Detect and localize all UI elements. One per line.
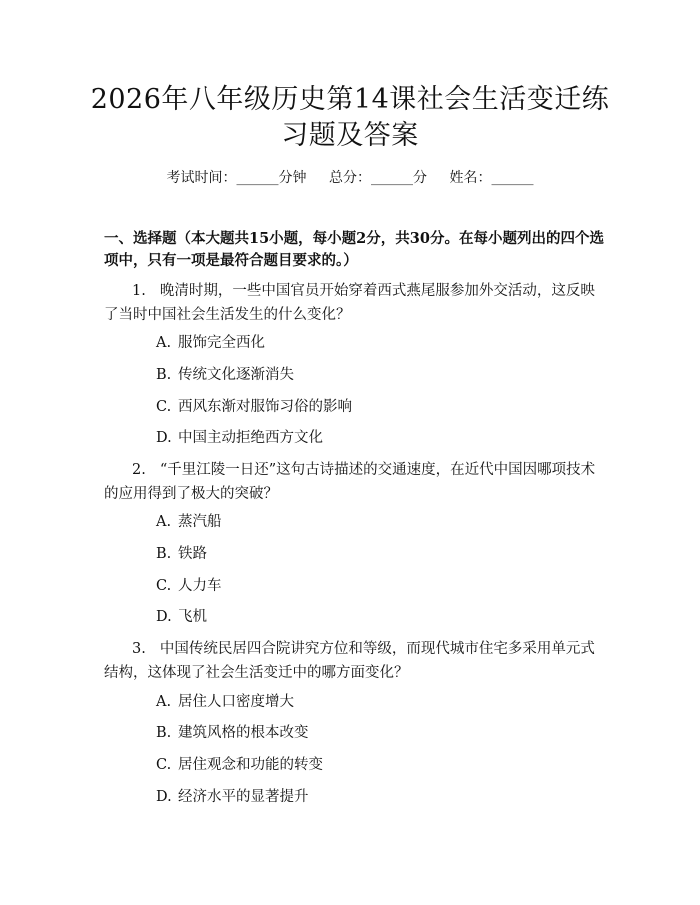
option-text: 人力车: [178, 578, 222, 594]
question-number: 2.: [132, 462, 146, 478]
document-title: 2026年八年级历史第14课社会生活变迁练习题及答案: [90, 84, 610, 151]
option-text: 飞机: [178, 609, 207, 625]
question-1: [104, 279, 604, 327]
question-2-option-a: [156, 512, 596, 532]
question-2-option-b: [156, 544, 596, 564]
question-3: [104, 637, 604, 685]
option-letter: C.: [156, 578, 172, 594]
option-letter: B.: [156, 546, 172, 562]
option-letter: C.: [156, 757, 172, 773]
option-text: 铁路: [178, 546, 207, 562]
option-text: 建筑风格的根本改变: [178, 725, 309, 741]
question-text: “千里江陵一日还”这句古诗描述的交通速度，在近代中国因哪项技术的应用得到了极大的突破？: [104, 462, 596, 502]
section-heading: 一、选择题（本大题共15小题，每小题2分，共30分。在每小题列出的四个选项中，只有一项是最符合题目要求的。）: [104, 230, 604, 269]
question-text: 晚清时期，一些中国官员开始穿着西式燕尾服参加外交活动，这反映了当时中国社会生活发生的什么变化？: [104, 283, 595, 323]
question-2-option-c: [156, 576, 596, 596]
option-letter: C.: [156, 399, 172, 415]
option-letter: B.: [156, 367, 172, 383]
option-text: 经济水平的显著提升: [178, 789, 309, 805]
option-letter: D.: [156, 789, 172, 805]
option-text: 中国主动拒绝西方文化: [178, 430, 323, 446]
option-letter: A.: [156, 335, 172, 351]
option-text: 居住观念和功能的转变: [178, 757, 323, 773]
option-letter: B.: [156, 725, 172, 741]
option-text: 居住人口密度增大: [178, 694, 294, 710]
student-name-label: 姓名：______: [449, 170, 534, 186]
option-letter: D.: [156, 609, 172, 625]
question-3-option-d: [156, 787, 596, 807]
total-score-label: 总分：______分: [329, 170, 427, 186]
exam-time-label: 考试时间：______分钟: [166, 170, 307, 186]
question-3-option-c: [156, 755, 596, 775]
option-text: 传统文化逐渐消失: [178, 367, 294, 383]
question-1-option-a: [156, 333, 596, 353]
question-text: 中国传统民居四合院讲究方位和等级，而现代城市住宅多采用单元式结构，这体现了社会生活变迁中的哪方面变化？: [104, 641, 595, 681]
question-1-option-d: [156, 428, 596, 448]
question-2-option-d: [156, 607, 596, 627]
option-letter: A.: [156, 514, 172, 530]
exam-info-line: [0, 168, 700, 188]
option-text: 西风东渐对服饰习俗的影响: [178, 399, 352, 415]
option-text: 蒸汽船: [178, 514, 222, 530]
question-1-option-c: [156, 397, 596, 417]
question-1-option-b: [156, 365, 596, 385]
option-letter: D.: [156, 430, 172, 446]
question-3-option-a: [156, 692, 596, 712]
option-text: 服饰完全西化: [178, 335, 265, 351]
question-2: [104, 458, 604, 506]
question-number: 1.: [132, 283, 146, 299]
question-number: 3.: [132, 641, 146, 657]
question-3-option-b: [156, 723, 596, 743]
option-letter: A.: [156, 694, 172, 710]
